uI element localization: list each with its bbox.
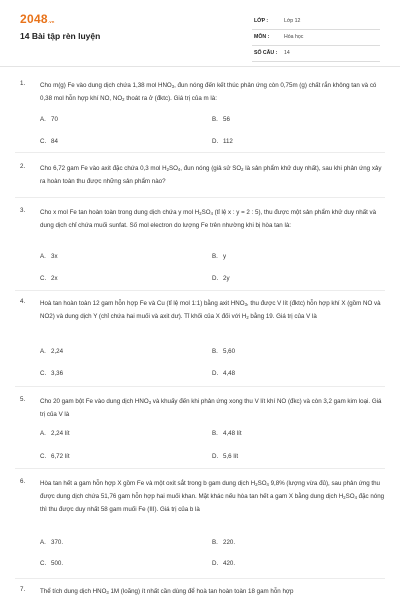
- option-c[interactable]: C. 84: [40, 138, 58, 145]
- option-a[interactable]: A. 70: [40, 116, 58, 123]
- question-text: Cho 6,72 gam Fe vào axit đặc chứa 0,3 mol $H_2SO_4$, đun nóng (giả sử $SO_2$ là sản phẩm khử duy nhất), sau khi phản ứng xảy ra hoàn toàn thu được những sản phẩm nào?: [40, 165, 382, 185]
- option-d[interactable]: D. 420.: [212, 560, 236, 567]
- meta-value: 14: [284, 50, 290, 56]
- header-divider: [0, 66, 400, 67]
- option-b[interactable]: B. 220.: [212, 539, 236, 546]
- meta-key: LỚP :: [254, 18, 269, 24]
- logo-text: 2048: [20, 12, 48, 26]
- logo-suffix: .vn: [47, 19, 55, 24]
- meta-value: Lớp 12: [284, 18, 301, 24]
- question-text: Hòa tan hết a gam hỗn hợp X gồm Fe và một oxit sắt trong b gam dung dịch $H_2SO_4$ 9,8% (lượng vừa đủ), sau phản ứng thu được dung dịch chứa 51,76 gam hỗn hợp hai muối khan. Mặt khác nếu hòa tan hết a gam X bằng dung dịch $H_2SO_4$ đặc nóng thì thu được duy nhất 58 gam muối Fe (III). Giá trị của b là: [40, 480, 385, 513]
- question-number: 6.: [20, 478, 26, 485]
- question-separator: [15, 578, 385, 579]
- question-text: Cho 20 gam bột Fe vào dung dịch $HNO_3$ và khuấy đến khi phản ứng xong thu V lít khí NO (đkc) và còn 3,2 gam kim loại. Giá trị của V là: [40, 398, 382, 418]
- question-separator: [15, 468, 385, 469]
- option-a[interactable]: A. 3x: [40, 253, 58, 260]
- question-separator: [15, 290, 385, 291]
- option-c[interactable]: C. 6,72 lít: [40, 453, 70, 460]
- meta-value: Hóa học: [284, 34, 304, 40]
- meta-row-subject: [252, 30, 380, 46]
- question-number: 1.: [20, 80, 26, 87]
- document-header: [0, 0, 400, 62]
- question-number: 2.: [20, 163, 26, 170]
- question-separator: [15, 197, 385, 198]
- option-d[interactable]: D. 5,6 lít: [212, 453, 239, 460]
- question-number: 7.: [20, 586, 26, 593]
- question-text: Hoà tan hoàn toàn 12 gam hỗn hợp Fe và Cu (tỉ lệ mol 1:1) bằng axit $HNO_3$, thu được V lít (đktc) hỗn hợp khí X (gồm NO và NO2) và dung dịch Y (chỉ chứa hai muối và axit dư). Tỉ khối của X đối với $H_2$ bằng 19. Giá trị của V là: [40, 300, 381, 320]
- option-c[interactable]: C. 2x: [40, 275, 58, 282]
- option-c[interactable]: C. 500.: [40, 560, 64, 567]
- meta-row-class: [252, 14, 380, 30]
- question-number: 5.: [20, 396, 26, 403]
- question-text: Cho m(g) Fe vào dung dịch chứa 1,38 mol $HNO_3$, đun nóng đến kết thúc phản ứng còn 0,75m (g) chất rắn không tan và có 0,38 mol hỗn hợp khí NO, $NO_2$ thoát ra ở (đktc). Giá trị của m là:: [40, 82, 377, 102]
- question-separator: [15, 386, 385, 387]
- page-title: 14 Bài tập rèn luyện: [20, 31, 101, 41]
- option-d[interactable]: D. 4,48: [212, 370, 236, 377]
- site-logo[interactable]: [20, 12, 55, 26]
- meta-key: SỐ CÂU :: [254, 50, 278, 56]
- option-b[interactable]: B. y: [212, 253, 227, 260]
- question-separator: [15, 152, 385, 153]
- question-number: 3.: [20, 207, 26, 214]
- meta-row-count: [252, 46, 380, 62]
- option-b[interactable]: B. 4,48 lít: [212, 430, 242, 437]
- question-text: Cho x mol Fe tan hoàn toàn trong dung dịch chứa y mol $H_2SO_4$ (tỉ lệ x : y = 2 : 5), thu được một sản phẩm khử duy nhất và dung dịch chỉ chứa muối sunfat. Số mol electron do lượng Fe trên nhường khi bị hòa tan là:: [40, 209, 377, 229]
- option-a[interactable]: A. 2,24 lít: [40, 430, 70, 437]
- option-b[interactable]: B. 5,60: [212, 348, 236, 355]
- question-number: 4.: [20, 298, 26, 305]
- option-c[interactable]: C. 3,36: [40, 370, 64, 377]
- option-d[interactable]: D. 112: [212, 138, 233, 145]
- meta-table: [252, 14, 380, 62]
- option-a[interactable]: A. 2,24: [40, 348, 64, 355]
- option-d[interactable]: D. 2y: [212, 275, 230, 282]
- question-text: Thể tích dung dịch $HNO_3$ 1M (loãng) ít nhất cần dùng để hoà tan hoàn toàn 18 gam hỗn hợp: [40, 588, 294, 595]
- option-a[interactable]: A. 370.: [40, 539, 64, 546]
- option-b[interactable]: B. 56: [212, 116, 230, 123]
- meta-key: MÔN :: [254, 34, 270, 40]
